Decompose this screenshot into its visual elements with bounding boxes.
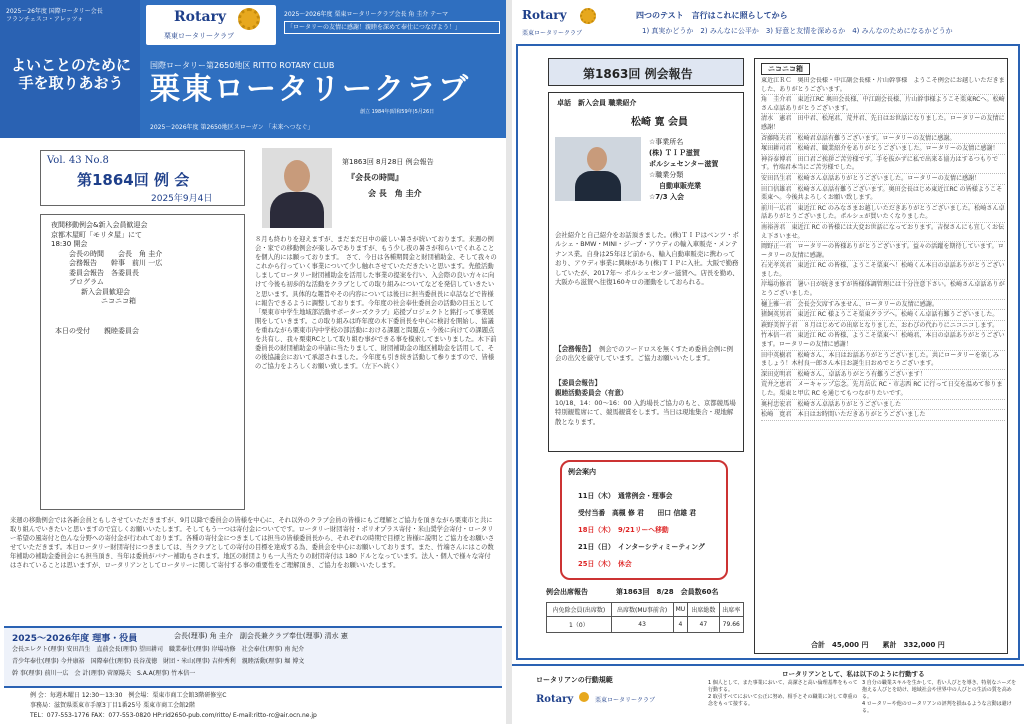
- rotary-club-sub: 栗東ロータリークラブ: [595, 697, 656, 704]
- rotary-wordmark: Rotary: [174, 9, 227, 25]
- niko-entry: 猪飼英男君 東近江 RC 様ようこそ栗東クラブへ。松崎くん卓話有難うございました。: [761, 311, 1005, 321]
- action-item: 1 個人として、また事業において、高潔さと高い倫理基準をもって行動する。: [708, 680, 858, 693]
- president-time-title: 『会長の時間』: [347, 173, 403, 182]
- niko-entry: 深田克明君 松崎さん、卓話ありがとう有難うございます！: [761, 371, 1005, 381]
- speech-box: [548, 92, 744, 452]
- action-title: ロータリアンの行動規範: [536, 676, 613, 684]
- attendance-value-cell: 79.66: [719, 617, 743, 633]
- rotary-wordmark: Rotary: [522, 8, 567, 22]
- agenda-item: 新入会員歓迎会: [81, 287, 130, 296]
- niko-entry: 田口信雄君 松崎さん卓話有難うございます。奥田会長はじめ東近江RC の皆様ようこそ栗東へ。今後共よろしくお願い致します。: [761, 186, 1005, 204]
- niko-entry: 前川一広君 東近江 RC のみなさまお越しいただきありがとうございました。松崎さん卓話ありがとうございました。ポルシェが買いたくなりました。: [761, 205, 1005, 223]
- profile-line: ☆7/3 入会: [649, 193, 685, 201]
- attendance-value-row: [547, 617, 744, 633]
- right-header-panel: [140, 0, 506, 138]
- volume-number: Vol. 43 No.8: [47, 155, 109, 166]
- niko-entry: 樋上雅一君 会長会欠席すみません、ロータリーの友情に感謝。: [761, 301, 1005, 311]
- profile-line: ☆事業所名: [649, 138, 684, 146]
- four-way-test-items: 1) 真実かどうか 2) みんなに公平か 3) 好意と友情を深めるか 4) みんなのためになるかどうか: [642, 27, 953, 35]
- rotary-wheel-icon: [580, 8, 596, 24]
- agenda-item: プログラム: [69, 278, 104, 286]
- niko-entry: 斉藤隆夫君 松崎君卓話有難うございます。ロータリーの友情に感謝。: [761, 135, 1005, 145]
- attendance-value-cell: 1（0）: [547, 617, 612, 633]
- profile-line: ☆職業分類: [649, 171, 684, 179]
- committee-report-text: 10/18、14：00～16：00 入釣場長ご協力のもと、京都競馬場特別観覧席にて、競馬観賞をします。当日は現地集合・現地解散となります。: [555, 399, 736, 426]
- niko-entry: 萩野美智子君 ８月はじめての出席となりました、おわびの代わりにニコニコします。: [761, 322, 1005, 332]
- president-theme-line1: 2025～2026年度 栗東ロータリークラブ会長 角 圭介 テーマ: [284, 11, 449, 18]
- committee-report-label: 【委員会報告】: [555, 379, 602, 387]
- president-article: ８月も終わりを迎えますが、まだまだ日中の厳しい暑さが続いております。来週の例会・家での移動例会が楽しみでありますが、もう少し夜の暑さが和らいでくれることを個人的には願っております。 さて、今日は各種期間金と財団補助金、そして我々のこれから行っていく事業について少し触れさせていただきたいと思います。先般活動しましてロータリー財団補助金を活用した事業の提案を行い、入会際の良い方々に向けて今後も初歩的な活動をクラブとしての取り組みについてなどを発信していきたいと思います。具体的な趣旨やその内容については後日に担当委員長に卓話などで皆様に報告できるように調整しております。今年度の社会奉仕委員会の活動の目玉として「栗東市中学生地域部活動サポーターズクラブ」応援プロジェクトと銘打って事業展開をしていきます。この取り組みは昨年度の木下委員長を中心に検討を開始し、協議を重ねながら栗東市内中学校の部活動における課題と問題点・今後に向けての課題点を共有し、我々栗東RCとして取り組む事ができる事を模索してまいりました。木下前委員長の財団補助金の申請に当たりまして、財団補助金の地区補助金を活用して、その後協議会において承認されました。今年度も引き続き活動して参りますので、皆様のご協力をよろしくお願い致します。（左下へ続く）: [255, 236, 497, 371]
- niko-entry: 安田昌生君 松崎さん卓話ありがとうございました。ロータリーの友情に感謝！: [761, 175, 1005, 185]
- niko-entry: 塚田耕司君 松崎君、職業紹介をありがとうございました。ロータリーの友情に感謝！: [761, 145, 1005, 155]
- ri-president-line: [6, 8, 136, 24]
- rotary-club-sub: 栗東ロータリークラブ: [164, 32, 234, 40]
- niko-entry: 清水 憲君 田中君、松尾君、荒井君、先日はお世話になりました。ロータリーの友情に感謝！: [761, 115, 1005, 133]
- attendance-header-cell: MU: [673, 603, 688, 617]
- business-report-text: 例会でのフードロスを無くすため委員会例に例会の出欠を厳守しています。ご協力お願いいたします。: [555, 345, 734, 363]
- rotary-footer-logo: [536, 692, 655, 705]
- president-name: 会 長 角 圭介: [368, 189, 422, 198]
- action-panel: [512, 664, 1024, 724]
- district-line: 国際ロータリー第2650地区 RITTO ROTARY CLUB: [150, 61, 335, 70]
- agenda-item: 会務報告 幹事 前川 一広: [69, 259, 163, 267]
- ri-president-title: 2025～26年度 国際ロータリー会長: [6, 8, 103, 15]
- meeting-number: 第1864回 例 会: [77, 171, 190, 189]
- niko-entry: 岸場功修君 暑い日が続きますが皆様体調管理には十分注意下さい。松崎さん卓話ありがとうございました。: [761, 281, 1005, 299]
- rotary-wordmark: Rotary: [536, 694, 574, 705]
- schedule-title: 例会案内: [568, 468, 596, 476]
- schedule-item: 受付当番 高槻 修 君 田口 信雄 君: [578, 509, 697, 517]
- footer-line: 事務局：滋賀県栗東市手原3丁目1番25号 栗東市商工会館2階: [30, 702, 195, 709]
- attendance-header-cell: 出席総数: [688, 603, 719, 617]
- niko-entry: 石光孝英君 東近江 RC の皆様、ようこそ栗東へ！松崎くん本日の卓話ありがとうございました。: [761, 262, 1005, 280]
- officers-panel: [4, 626, 502, 688]
- action-col1: [708, 680, 858, 708]
- rotary-logo-small: [518, 6, 628, 42]
- action-item: 4 ロータリーや他のロータリアンの評判を損ねるような言動は避ける。: [862, 701, 1012, 714]
- agenda-item: ニコニコ箱: [101, 297, 136, 305]
- attendance-value-cell: 43: [611, 617, 673, 633]
- niko-title: ニコニコ箱: [761, 63, 810, 75]
- right-page: [512, 0, 1024, 724]
- left-page: [0, 0, 506, 724]
- agenda-item: 夜間移動例会&新入会員歓迎会: [51, 221, 148, 229]
- action-item: 2 取引すべてにおいて公正に努め、相手とその職業に対して尊重の念をもって接する。: [708, 694, 858, 707]
- niko-entry: 荒井之恵君 メーキャップ忘念。先月岳広 RC・市志西 RC に行って日交を温めて参りました。栗東と甲広 RC を通じてもつながりたいです。: [761, 381, 1005, 399]
- club-title: 栗東ロータリークラブ: [150, 72, 470, 107]
- attendance-table: [546, 602, 744, 633]
- profile-line: ポルシェセンター滋賀: [649, 160, 719, 168]
- rotary-wheel-icon: [579, 692, 589, 702]
- rotary-club-sub: 栗東ロータリークラブ: [522, 30, 583, 37]
- speaker-photo: [555, 137, 641, 201]
- committee-name: 親睦活動委員会（有意）: [555, 389, 628, 397]
- agenda-item: 委員会報告 各委員長: [69, 268, 139, 277]
- agenda-box: [40, 214, 245, 510]
- niko-entry: 田中英樹君 松崎さん、本日はお話ありがとうございました。共にロータリーを楽しみましょう！木村良一郎さん本日お誕生日おめでとうございます。: [761, 352, 1005, 370]
- niko-list: [761, 77, 1005, 635]
- attendance-header-cell: 出席率: [719, 603, 743, 617]
- face-shape: [587, 147, 607, 171]
- founded-date: 創立 1984年(昭和59年)5月26日: [360, 109, 435, 115]
- schedule-list: [578, 488, 728, 573]
- niko-box: [754, 58, 1008, 654]
- business-report-label: 【会務報告】: [555, 345, 595, 353]
- niko-entry: 神谷泰博君 田口君ご挨拶ご苦労様です。手を抜かずに私で出来る協力はするつもりです。竹端君本当にご苦労様でした。: [761, 156, 1005, 174]
- report-title: 第1863回 例会報告: [583, 67, 693, 81]
- niko-entry: 南裕善君 東近江 RC の皆様には大変お世話になっております。吉保さんにも宜しくお伝え下さいませ。: [761, 224, 1005, 242]
- action-subtitle: ロータリアンとして、私は以下のように行動する: [782, 670, 925, 678]
- niko-entry: 角 圭介君 東近江RC 奥田会長様、中江副会長様、片山幹事様ようこそ栗東RCへ。松崎さん卓話ありがとうございます。: [761, 96, 1005, 114]
- issue-box: [40, 150, 245, 206]
- face-shape: [284, 160, 310, 192]
- action-col2: [862, 680, 1018, 715]
- left-header-panel: [0, 0, 140, 138]
- speech-text: 会社紹介と自己紹介をお話頂きました。(株)ＴＩＰはベンツ・ポルシェ・BMW・MINI・ジープ・アウディの輸入車販売・メンテナンス業。自身は25年ほど前から、輸入自動車販売に携わっており、アウディ事業に興味があり(株)ＴＩＰに入社。大阪で勤務していたが、2017年～ ポルシェセンター滋賀へ。店長を勤め、大阪から滋賀へ往復160キロの運動をしておられる。: [555, 231, 739, 287]
- suit-shape: [575, 171, 621, 201]
- agenda-item: 京都木屋町「モリタ屋」にて: [51, 230, 142, 239]
- attendance-header-cell: 内免除会員(出席数): [547, 603, 612, 617]
- officer-line: 青少年奉仕(理事) 今井康裕 国際奉仕(理事) 長谷茂徳 財団・米山(理事) 吉仲秀利 親睦活動(理事) 堀 博文: [12, 658, 305, 665]
- speaker-name: 松崎 寛 会員: [631, 117, 688, 128]
- attendance-header-row: [547, 603, 744, 617]
- niko-entry: 岡野正一君 ロータリーの皆様ありがとうございます。益々の活躍を期待しています。ロータリーの友情に感謝。: [761, 243, 1005, 261]
- niko-entry: 竹本信一君 東近江 RC の皆様、ようこそ栗東へ！松崎君、本日の卓話ありがとうございます。ロータリーの友情に感謝！: [761, 332, 1005, 350]
- schedule-item: 25日（木） 休会: [578, 560, 632, 568]
- rotary-wheel-icon: [238, 8, 260, 30]
- footer-line: 例 会：毎週木曜日 12:30～13:30 例会場：栗東市商工会館3階研修室C: [30, 692, 227, 699]
- profile-line: 自動車販売業: [659, 182, 701, 190]
- rotary-logo-box: [146, 5, 276, 45]
- speaker-profile: [649, 137, 743, 203]
- niko-total: 合計 45,000 円 累計 332,000 円: [811, 641, 945, 649]
- four-way-test-title: 四つのテスト 言行はこれに照らしてから: [636, 11, 788, 20]
- attendance-title: 例会出席報告: [546, 588, 588, 596]
- agenda-item: 会長の時間 会長 角 圭介: [69, 249, 163, 258]
- speech-label: 卓話 新入会員 職業紹介: [557, 99, 637, 107]
- agenda-item: 18:30 開会: [51, 240, 88, 248]
- niko-entry: 東近江ＲＣ 奥田会長様・中江副会長様・片山幹事様 ようこそ例会にお越しいただきました、ありがとうございます。: [761, 77, 1005, 95]
- report-heading: 第1863回 8月28日 例会報告: [342, 158, 434, 166]
- profile-line: (株) ＴＩＰ滋賀: [649, 149, 700, 157]
- ri-president-name: フランチェスコ・アレッツォ: [6, 16, 84, 23]
- officers-title: 2025～2026年度 理事・役員: [12, 634, 138, 644]
- district-slogan: 2025－2026年度 第2650地区スローガン 「未来へつなぐ」: [150, 124, 314, 131]
- niko-entry: 松崎 寛君 本日はお時間いただきありがとうございました: [761, 411, 1005, 421]
- footer-line: TEL：077-553-1776 FAX：077-553-0820 HP:rid2650-pub.com/ritto/ E-mail:ritto-rc@air.ocn.ne.jp: [30, 712, 317, 719]
- officer-line: 会長エレクト(理事) 安田昌生 直前会長(理事) 望田耕司 職業奉仕(理事) 岸場功修 社会奉仕(理事) 南 紀介: [12, 646, 305, 653]
- president-theme: [284, 10, 500, 34]
- ri-theme: よいことのために手を取りあおう: [10, 56, 131, 92]
- schedule-item: 21日（日） インターシティミーティング: [578, 543, 705, 551]
- suit-shape: [270, 192, 324, 228]
- report-title-box: [548, 58, 744, 86]
- schedule-item: 18日（木） 9/21リーへ移動: [578, 526, 669, 534]
- schedule-box: [560, 460, 728, 580]
- schedule-item: 11日（木） 通常例会・理事会: [578, 492, 673, 500]
- meeting-date: 2025年9月4日: [151, 194, 213, 204]
- niko-entry: 奥村忠宏君 松崎さん卓話ありがとうございました: [761, 401, 1005, 411]
- attendance-value-cell: 47: [688, 617, 719, 633]
- attendance-meta: 第1863回 8/28 会員数60名: [616, 588, 719, 596]
- attendance-value-cell: 4: [673, 617, 688, 633]
- attendance-header-cell: 出席数(MU事前含): [611, 603, 673, 617]
- officer-line: 会長(理事) 角 圭介 副会長兼クラブ奉仕(理事) 清水 憲: [174, 632, 348, 640]
- action-item: 3 自分の職業スキルを生かして、若い人びとを導き、特別なニーズを抱える人びとを助け、地域社会や世界中の人びとの生活の質を高める。: [862, 680, 1017, 700]
- president-article-continued: 来週の移動例会では各新会員ともしさせていただきますが、9月以降で委員会の皆様を中心に、それ以外のクラブ会員の皆様にもご理解とご協力を頂きながら栗東市と共に取り組んでいきたいと思いますので宜しくお願いいたします。そしてもう一つは寄付金についてです。ロータリー財団寄付・ポリオプラス寄付・米山奨学会寄付・ロータリー希望の風寄付と色んな分野への寄付金が行われております。各種の寄付金につきましては担当の皆様委員長から、それぞれの時期で目標と皆様に説明とご協力をお願いさせていただきます。本日ロータリー財団寄付につきましては、当クラブとしての寄付の目標を達成する為、委員会を中心にお願いしております。また、竹端さんにはこの数年補助の補助金委員会にも担当頂き、当年は委員がバナー補助もされます。地区の財団よりも一人当たりの財団寄付は 180 ドルとなっています。法人・個人で様々な寄付はされていることは思いますが、ロータリアンとしてロータリーに関して寄付する事の重要性をご理解頂き、ご協力をお願いいたします。: [10, 517, 495, 570]
- agenda-item: 本日の受付 親睦委員会: [55, 326, 139, 335]
- president-photo: [262, 148, 332, 228]
- president-theme-line2: 「ロータリーの友情に感謝！親睦を深めて奉仕につなげよう！」: [284, 21, 500, 34]
- officer-line: 幹 事(理事) 前川一広 会 計(理事) 菅原陽夫 S.A.A(理事) 竹本信一: [12, 670, 196, 677]
